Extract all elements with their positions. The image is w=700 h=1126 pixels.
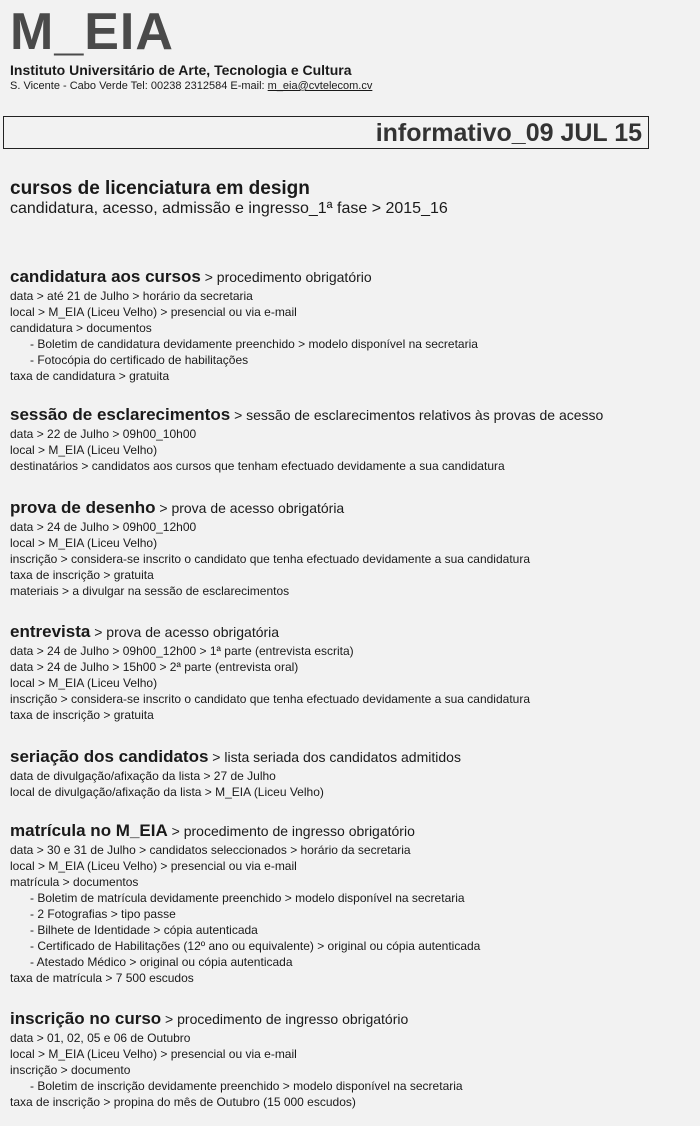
info-line: taxa de matrícula > 7 500 escudos bbox=[10, 971, 194, 985]
info-line: local > M_EIA (Liceu Velho) bbox=[10, 536, 158, 550]
section-title: prova de desenho bbox=[10, 498, 156, 517]
info-line: local > M_EIA (Liceu Velho) bbox=[10, 443, 158, 457]
section-title: entrevista bbox=[10, 622, 91, 641]
info-line: data > até 21 de Julho > horário da secretaria bbox=[10, 289, 253, 303]
info-line: inscrição > considera-se inscrito o candidato que tenha efectuado devidamente a sua candidatura bbox=[10, 692, 531, 706]
info-line: local > M_EIA (Liceu Velho) bbox=[10, 676, 158, 690]
document-item: - Bilhete de Identidade > cópia autenticada bbox=[30, 923, 258, 937]
section-description: > procedimento de ingresso obrigatório bbox=[167, 823, 415, 839]
info-line: local de divulgação/afixação da lista > M_EIA (Liceu Velho) bbox=[10, 785, 324, 799]
info-line: data > 24 de Julho > 09h00_12h00 > 1ª parte (entrevista escrita) bbox=[10, 644, 354, 658]
document-item: - 2 Fotografias > tipo passe bbox=[30, 907, 176, 921]
info-line: local > M_EIA (Liceu Velho) > presencial ou via e-mail bbox=[10, 1047, 297, 1061]
section-description: > procedimento de ingresso obrigatório bbox=[161, 1011, 409, 1027]
section-description: > prova de acesso obrigatória bbox=[90, 624, 280, 640]
section-heading bbox=[10, 1008, 695, 1030]
section-heading bbox=[10, 404, 695, 426]
section-esclarecimentos bbox=[10, 404, 695, 474]
contact-details: S. Vicente - Cabo Verde Tel: 00238 2312584 E-mail: bbox=[10, 80, 268, 92]
info-line: data > 24 de Julho > 15h00 > 2ª parte (entrevista oral) bbox=[10, 660, 299, 674]
page-subtitle: candidatura, acesso, admissão e ingresso_1ª fase > 2015_16 bbox=[10, 200, 448, 217]
document-item: - Fotocópia do certificado de habilitações bbox=[30, 353, 249, 367]
section-inscricao bbox=[10, 1008, 695, 1110]
info-line: taxa de inscrição > gratuita bbox=[10, 568, 154, 582]
info-line: taxa de inscrição > propina do mês de Outubro (15 000 escudos) bbox=[10, 1095, 356, 1109]
section-title: matrícula no M_EIA bbox=[10, 821, 168, 840]
section-title: sessão de esclarecimentos bbox=[10, 405, 231, 424]
section-description: > procedimento obrigatório bbox=[200, 269, 372, 285]
info-line: data de divulgação/afixação da lista > 27 de Julho bbox=[10, 769, 276, 783]
info-banner bbox=[3, 116, 649, 149]
section-candidatura bbox=[10, 266, 695, 384]
document-item: - Atestado Médico > original ou cópia autenticada bbox=[30, 955, 293, 969]
info-line: local > M_EIA (Liceu Velho) > presencial ou via e-mail bbox=[10, 859, 297, 873]
section-description: > prova de acesso obrigatória bbox=[155, 500, 345, 516]
info-line: data > 22 de Julho > 09h00_10h00 bbox=[10, 427, 197, 441]
info-line: candidatura > documentos bbox=[10, 321, 152, 335]
info-line: inscrição > documento bbox=[10, 1063, 131, 1077]
section-matricula bbox=[10, 820, 695, 986]
section-title: candidatura aos cursos bbox=[10, 267, 201, 286]
section-heading bbox=[10, 497, 695, 519]
section-heading bbox=[10, 820, 695, 842]
info-line: materiais > a divulgar na sessão de esclarecimentos bbox=[10, 584, 290, 598]
document-item: - Boletim de candidatura devidamente preenchido > modelo disponível na secretaria bbox=[30, 337, 478, 351]
info-line: data > 30 e 31 de Julho > candidatos seleccionados > horário da secretaria bbox=[10, 843, 411, 857]
info-line: taxa de inscrição > gratuita bbox=[10, 708, 154, 722]
section-prova-desenho bbox=[10, 497, 695, 599]
document-item: - Boletim de matrícula devidamente preenchido > modelo disponível na secretaria bbox=[30, 891, 465, 905]
contact-line bbox=[10, 80, 372, 92]
info-line: matrícula > documentos bbox=[10, 875, 139, 889]
section-description: > sessão de esclarecimentos relativos às provas de acesso bbox=[230, 407, 604, 423]
section-heading bbox=[10, 621, 695, 643]
document-item: - Boletim de inscrição devidamente preenchido > modelo disponível na secretaria bbox=[30, 1079, 463, 1093]
info-line: destinatários > candidatos aos cursos que tenham efectuado devidamente a sua candidatura bbox=[10, 459, 505, 473]
document-item: - Certificado de Habilitações (12º ano ou equivalente) > original ou cópia autenticada bbox=[30, 939, 481, 953]
institution-name: Instituto Universitário de Arte, Tecnologia e Cultura bbox=[10, 62, 352, 78]
email-link[interactable]: m_eia@cvtelecom.cv bbox=[267, 80, 373, 92]
section-title: inscrição no curso bbox=[10, 1009, 162, 1028]
logo: M_EIA bbox=[10, 3, 174, 61]
info-line: local > M_EIA (Liceu Velho) > presencial ou via e-mail bbox=[10, 305, 297, 319]
page-title: cursos de licenciatura em design bbox=[10, 178, 310, 199]
section-heading bbox=[10, 746, 695, 768]
info-line: data > 01, 02, 05 e 06 de Outubro bbox=[10, 1031, 191, 1045]
section-entrevista bbox=[10, 621, 695, 723]
banner-title: informativo_09 JUL 15 bbox=[375, 119, 642, 147]
info-line: taxa de candidatura > gratuita bbox=[10, 369, 170, 383]
section-heading bbox=[10, 266, 695, 288]
info-line: data > 24 de Julho > 09h00_12h00 bbox=[10, 520, 197, 534]
section-title: seriação dos candidatos bbox=[10, 747, 209, 766]
section-seriacao bbox=[10, 746, 695, 800]
section-description: > lista seriada dos candidatos admitidos bbox=[208, 749, 461, 765]
info-line: inscrição > considera-se inscrito o candidato que tenha efectuado devidamente a sua candidatura bbox=[10, 552, 531, 566]
